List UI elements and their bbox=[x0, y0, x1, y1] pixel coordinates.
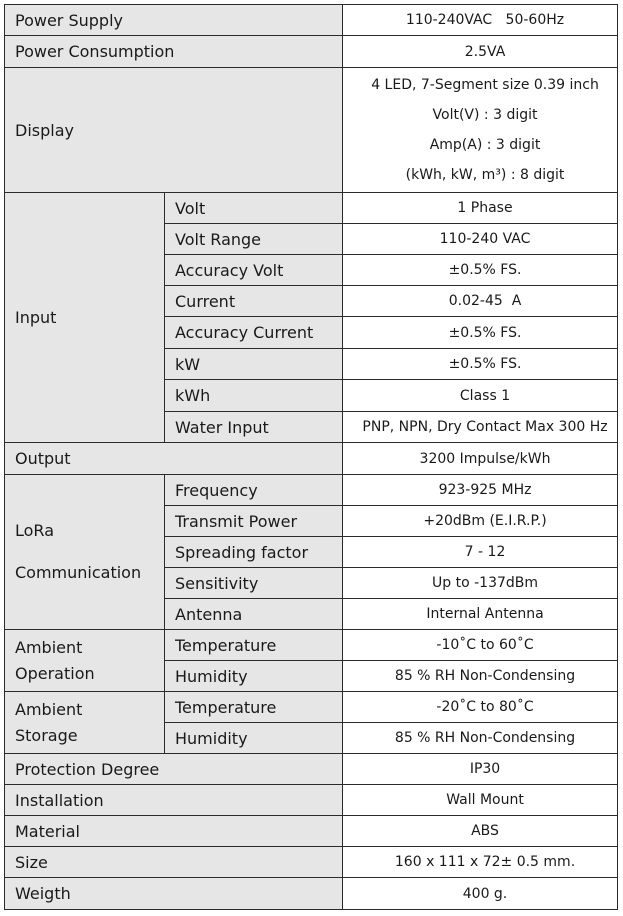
sublabel-kwh: kWh bbox=[165, 380, 343, 412]
label-material: Material bbox=[5, 816, 343, 847]
label-protection-degree: Protection Degree bbox=[5, 754, 343, 785]
label-size: Size bbox=[5, 847, 343, 878]
sublabel-volt-range: Volt Range bbox=[165, 224, 343, 255]
value-protection-degree: IP30 bbox=[343, 754, 618, 785]
sublabel-storage-temperature: Temperature bbox=[165, 692, 343, 723]
value-material: ABS bbox=[343, 816, 618, 847]
label-ambient-storage bbox=[5, 692, 165, 754]
row-storage-temperature bbox=[5, 692, 618, 723]
value-kw: ±0.5% FS. bbox=[343, 349, 618, 380]
operation-label-line: Ambient bbox=[15, 637, 83, 657]
value-power-consumption: 2.5VA bbox=[343, 36, 618, 68]
row-input-volt bbox=[5, 193, 618, 224]
label-ambient-operation bbox=[5, 630, 165, 692]
value-weight: 400 g. bbox=[343, 878, 618, 910]
value-spreading-factor: 7 - 12 bbox=[343, 537, 618, 568]
value-water-input: PNP, NPN, Dry Contact Max 300 Hz bbox=[343, 412, 618, 443]
sublabel-storage-humidity: Humidity bbox=[165, 723, 343, 754]
sublabel-accuracy-volt: Accuracy Volt bbox=[165, 255, 343, 286]
row-operation-temperature bbox=[5, 630, 618, 661]
value-current: 0.02-45 A bbox=[343, 286, 618, 317]
value-accuracy-current: ±0.5% FS. bbox=[343, 317, 618, 349]
operation-label-line: Operation bbox=[15, 663, 95, 683]
row-power-consumption bbox=[5, 36, 618, 68]
row-material bbox=[5, 816, 618, 847]
spec-table bbox=[4, 4, 618, 910]
sublabel-water-input: Water Input bbox=[165, 412, 343, 443]
value-frequency: 923-925 MHz bbox=[343, 475, 618, 506]
value-kwh: Class 1 bbox=[343, 380, 618, 412]
sublabel-sensitivity: Sensitivity bbox=[165, 568, 343, 599]
value-installation: Wall Mount bbox=[343, 785, 618, 816]
row-power-supply bbox=[5, 5, 618, 36]
label-weight: Weigth bbox=[5, 878, 343, 910]
display-line: Amp(A) : 3 digit bbox=[429, 137, 541, 153]
value-display bbox=[343, 68, 618, 193]
lora-label-line: LoRa bbox=[15, 521, 54, 540]
value-size: 160 x 111 x 72± 0.5 mm. bbox=[343, 847, 618, 878]
sublabel-current: Current bbox=[165, 286, 343, 317]
value-volt-range: 110-240 VAC bbox=[343, 224, 618, 255]
label-lora bbox=[5, 475, 165, 630]
sublabel-volt: Volt bbox=[165, 193, 343, 224]
display-line: Volt(V) : 3 digit bbox=[432, 107, 538, 123]
sublabel-operation-humidity: Humidity bbox=[165, 661, 343, 692]
value-power-supply: 110-240VAC 50-60Hz bbox=[343, 5, 618, 36]
label-input: Input bbox=[5, 193, 165, 443]
label-output: Output bbox=[5, 443, 343, 475]
sublabel-kw: kW bbox=[165, 349, 343, 380]
label-display: Display bbox=[5, 68, 343, 193]
value-storage-humidity: 85 % RH Non-Condensing bbox=[343, 723, 618, 754]
display-line: 4 LED, 7-Segment size 0.39 inch bbox=[371, 77, 599, 93]
display-line: (kWh, kW, m³) : 8 digit bbox=[405, 167, 565, 183]
value-antenna: Internal Antenna bbox=[343, 599, 618, 630]
row-installation bbox=[5, 785, 618, 816]
row-lora-frequency bbox=[5, 475, 618, 506]
sublabel-transmit-power: Transmit Power bbox=[165, 506, 343, 537]
label-installation: Installation bbox=[5, 785, 343, 816]
value-volt: 1 Phase bbox=[343, 193, 618, 224]
lora-label-line: Communication bbox=[15, 563, 142, 582]
sublabel-operation-temperature: Temperature bbox=[165, 630, 343, 661]
row-output bbox=[5, 443, 618, 475]
sublabel-frequency: Frequency bbox=[165, 475, 343, 506]
row-display bbox=[5, 68, 618, 193]
value-operation-temperature: -10˚C to 60˚C bbox=[343, 630, 618, 661]
label-power-consumption: Power Consumption bbox=[5, 36, 343, 68]
row-protection-degree bbox=[5, 754, 618, 785]
row-size bbox=[5, 847, 618, 878]
value-output: 3200 Impulse/kWh bbox=[343, 443, 618, 475]
label-power-supply: Power Supply bbox=[5, 5, 343, 36]
value-transmit-power: +20dBm (E.I.R.P.) bbox=[343, 506, 618, 537]
sublabel-spreading-factor: Spreading factor bbox=[165, 537, 343, 568]
storage-label-line: Storage bbox=[15, 725, 78, 745]
value-sensitivity: Up to -137dBm bbox=[343, 568, 618, 599]
row-weight bbox=[5, 878, 618, 910]
sublabel-accuracy-current: Accuracy Current bbox=[165, 317, 343, 349]
value-storage-temperature: -20˚C to 80˚C bbox=[343, 692, 618, 723]
storage-label-line: Ambient bbox=[15, 699, 83, 719]
sublabel-antenna: Antenna bbox=[165, 599, 343, 630]
value-accuracy-volt: ±0.5% FS. bbox=[343, 255, 618, 286]
value-operation-humidity: 85 % RH Non-Condensing bbox=[343, 661, 618, 692]
